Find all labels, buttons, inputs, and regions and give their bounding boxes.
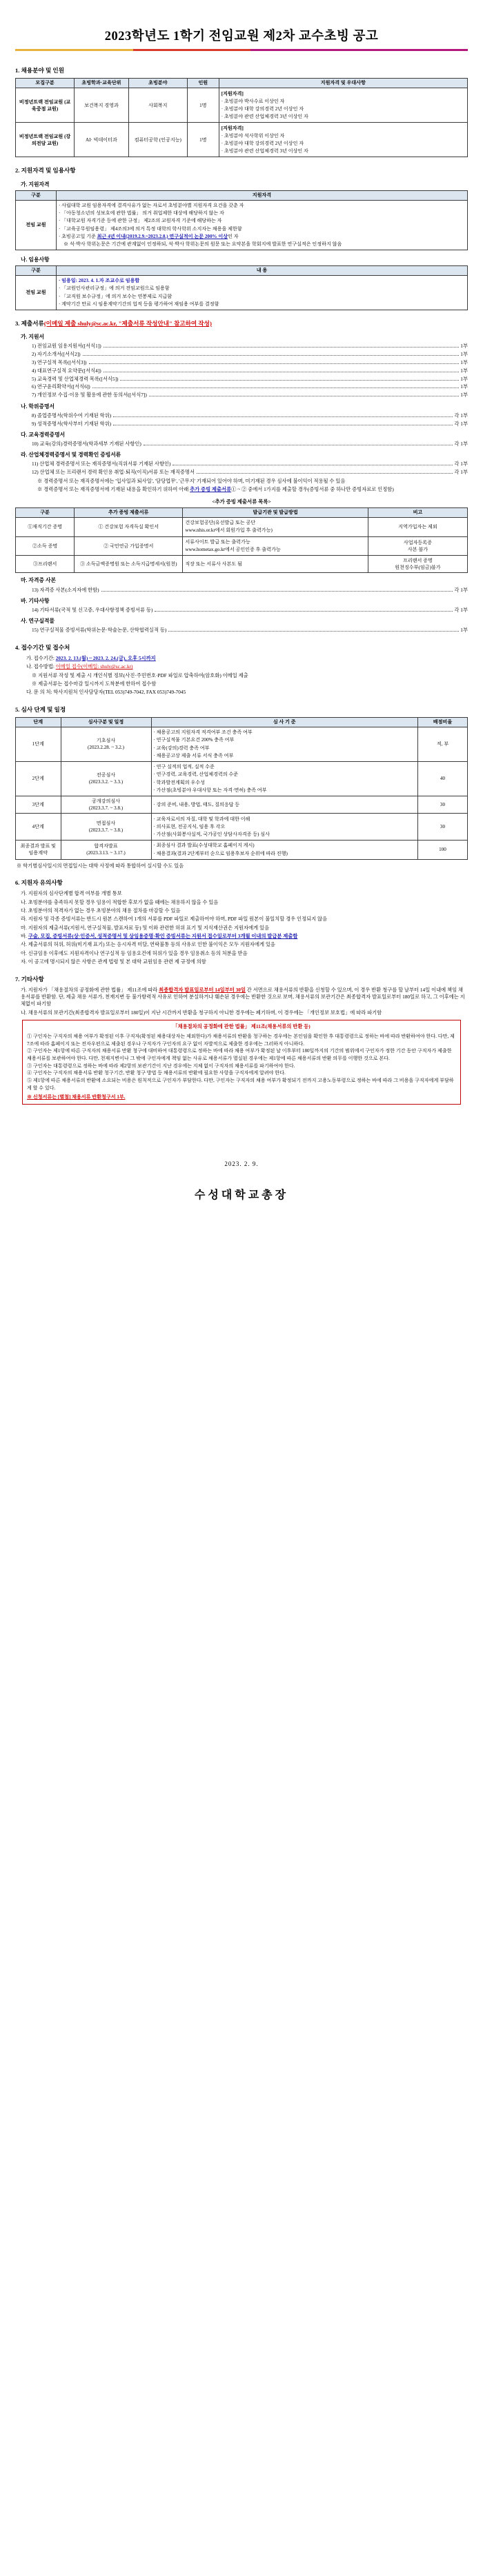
criteria-item: · 연구실적물 기본요건 200% 충족 여부 xyxy=(154,736,415,744)
category-line1: ②소득 증명 xyxy=(32,543,58,549)
table-header-row xyxy=(16,190,468,200)
list-item xyxy=(32,392,468,399)
doc-qty: 1부 xyxy=(460,343,468,350)
section-1-heading: 1. 채용분야 및 인원 xyxy=(15,67,65,74)
criteria-item: · 채용결과(결과 2단계부터 순으로 임용후보자 순위에 따라 진행) xyxy=(154,850,415,858)
col-stage: 단계 xyxy=(16,717,61,727)
leader-dots xyxy=(155,609,453,612)
eligibility-item: · 사립대학 교원 임용자격에 결격사유가 없는 자로서 초빙분야별 지원자격 요건을 갖춘 자 xyxy=(59,202,465,210)
criteria-item: · 연구 실적의 업적, 실적 수준 xyxy=(154,763,415,771)
quals-title: [지원자격] xyxy=(221,125,244,131)
appointment-item: · 「교직원 보수규정」에 의거 보수는 연봉제로 지급함 xyxy=(59,293,465,301)
cell-stage: 1단계 xyxy=(16,727,61,761)
issuer-line1: 건강보험공단(유선발급 또는 공단 xyxy=(185,520,256,526)
issue-date: 2023. 2. 9. xyxy=(224,1160,259,1167)
eligibility-item: · 「대학교원 자격기준 등에 관한 규정」 제2조의 교원자격 기준에 해당하는 자 xyxy=(59,217,465,225)
doc-label: 11) 산업체 경력증명서 또는 재직증명서(직위서류 기재된 사항인) xyxy=(32,461,171,467)
doc-qty: 각 1부 xyxy=(454,469,468,476)
cell-track: 비정년트랙 전임교원 (강의전담 교원) xyxy=(16,123,75,157)
law-clause: ③ 구인자는 대통령령으로 정하는 바에 따라 제2항의 보관기간이 지난 경우에는 지체 없이 구직자의 채용서류를 파기하여야 한다. xyxy=(27,1063,295,1069)
list-item xyxy=(32,469,468,476)
cell-note xyxy=(368,536,467,556)
document-page xyxy=(0,0,483,1217)
col-field: 초빙분야 xyxy=(128,79,187,88)
table-row xyxy=(16,88,468,123)
cell-count: 1명 xyxy=(187,123,219,157)
criteria-item: · 의사표현, 전공지식, 임용 후 각오 xyxy=(154,823,415,831)
doc-qty: 각 1부 xyxy=(454,412,468,419)
table-header-row xyxy=(16,717,468,727)
cell-category: 전임 교원 xyxy=(16,275,57,310)
criteria-item: · 가산점(사회봉사실적, 국가공인 상담사자격증 등) 심사 xyxy=(154,831,415,838)
leader-dots xyxy=(113,414,453,417)
col-count: 인원 xyxy=(187,79,219,88)
table-row xyxy=(16,840,468,859)
table-row xyxy=(16,200,468,250)
application-docs-list xyxy=(15,343,468,399)
eligibility-item: · 「교육공무원임용령」 제4조의3에 의거 특정 대학의 학사학위 소지자는 채용을 제한함 xyxy=(59,225,465,233)
cell-criteria xyxy=(151,796,417,813)
certificate-docs-list xyxy=(15,587,468,594)
leader-dots xyxy=(101,589,453,592)
cell-category xyxy=(16,517,75,536)
issuer-line2: www.nhis.or.kr에서 회원가입 후 출력가능) xyxy=(185,527,273,534)
doc-label: 3) 연구실적 목록([서식3]) xyxy=(32,359,87,365)
stage-period: (2023.3.2. ~ 3.3.) xyxy=(88,779,124,785)
cell-score: 적, 부 xyxy=(417,727,467,761)
doc-label: 2) 자기소개서([서식2]) xyxy=(32,351,81,358)
submission-method-line xyxy=(26,663,468,670)
qual-item: · 초빙분야 대학 강의경력 2년 이상인 자 xyxy=(221,140,465,148)
section-2-heading: 2. 지원자격 및 임용사항 xyxy=(15,167,76,174)
cell-score: 30 xyxy=(417,814,467,841)
doc-label: 6) 연구윤리확약서([서식6]) xyxy=(32,383,90,390)
criteria-item: · 최종심사 결과 발표(수성대학교 홈페이지 게시) xyxy=(154,842,415,849)
table-row xyxy=(16,814,468,841)
research-suffix: 인 자 xyxy=(228,233,239,239)
cell-appointment-list xyxy=(56,275,467,310)
table-row xyxy=(16,796,468,813)
cell-criteria xyxy=(151,761,417,796)
criteria-item: · 채용공고상 제출 서류 서식 충족 여부 xyxy=(154,752,415,760)
notice-item: 가. 지원자의 심사단계별 합격 여부를 개별 통보 xyxy=(21,890,122,897)
doc-qty: 1부 xyxy=(460,359,468,365)
qual-item: · 초빙분야 관련 산업체경력 3년 이상인 자 xyxy=(221,148,465,155)
industry-note-link-line xyxy=(37,486,468,493)
cell-note: 지역가입자는 제외 xyxy=(368,517,467,536)
criteria-item: · 강의 준비, 내용, 방법, 태도, 질의응답 등 xyxy=(154,801,415,809)
cell-stage: 2단계 xyxy=(16,761,61,796)
col-content: 내 용 xyxy=(56,265,467,275)
law-clause: ④ 구인자는 구직자의 채용서류 반환 청구기간, 반환 청구 방법 등 채용서류의 반환에 필요한 사항을 구직자에게 알려야 한다. xyxy=(27,1070,286,1076)
misc-a-prefix: 가. 지원자가 xyxy=(21,986,49,993)
industry-note: ※ 경력증명서 또는 재직증명서에는 '입사일과 퇴사일', '담당업무', '근무지' 기재되어 있어야 하며, 미기재된 경우 심사에 불이익이 적용될 수 있음 xyxy=(37,478,468,485)
schedule-footnote: ※ 학기별심사일시의 면접일시는 대학 사정에 따라 통합하여 실시할 수도 있음 xyxy=(17,862,184,869)
table-row xyxy=(16,517,468,536)
cell-stage: 3단계 xyxy=(16,796,61,813)
law-notice-footer: ※ 신청서류는 [별첨] 채용서류 반환청구서 1부. xyxy=(27,1094,126,1100)
notice-item: 라. 지원자 및 각종 증빙서류는 반드시 원본 스캔하여 1개의 서류를 PDF 파일로 제출하여야 하며, PDF 파일 원본이 불일치할 경우 인정되지 않음 xyxy=(21,916,328,923)
issuer-line1: 서류사이트 발급 또는 출력가능 xyxy=(185,539,250,545)
leader-dots xyxy=(103,370,460,372)
leader-dots xyxy=(113,423,453,425)
notice-item-emphasis: 구술, 모집, 증빙서류(상·인증서, 성적증명서 및 상임용증명·확인 증빙서류는 지원서 접수일로부터 3개월 이내의 발급분 제출함 xyxy=(28,933,298,940)
cell-dept: 보건복지 경영과 xyxy=(75,88,129,123)
doc-label: 10) 교육(강의)경력증명서(학과세부 기재된 사항인) xyxy=(32,441,141,447)
section-5-heading: 5. 심사 단계 및 일정 xyxy=(15,705,66,713)
table-header-row xyxy=(16,79,468,88)
appointment-item: · 계약기간 만료 시 임용계약기간의 업적 등을 평가하여 재임용 여부를 결정함 xyxy=(59,301,465,308)
footer-spacer xyxy=(15,1109,468,1132)
cell-stage-name xyxy=(61,727,151,761)
title-divider xyxy=(15,49,468,51)
section-3d-heading: 라. 산업체경력증명서 및 경력확인 증빙서류 xyxy=(21,452,121,459)
doc-label: 13) 자격증 사본(소지자에 한함) xyxy=(32,586,99,593)
doc-label: 8) 졸업증명서(학위수여 기재된 학위) xyxy=(32,412,112,419)
col-issuer: 발급기관 및 발급방법 xyxy=(183,507,368,517)
leader-dots xyxy=(89,361,460,364)
law-clause: ⑤ 제1항에 따른 채용서류의 반환에 소요되는 비용은 원칙적으로 구인자가 부담한다. 다만, 구인자는 구직자의 채용 여부가 확정되기 전까지 고용노동부령으로 정하는 바에 따라 그 비용을 구직자에게 부담하게 할 수 있다. xyxy=(27,1077,454,1091)
cell-stage-name xyxy=(61,814,151,841)
leader-dots xyxy=(144,443,453,445)
submission-method-label: 나. 접수방법: xyxy=(26,663,56,670)
doc-label: 4) 대표연구실적 요약문([서식4]) xyxy=(32,367,101,374)
criteria-item: · 학과발전계획의 우수성 xyxy=(154,779,415,787)
table-header-row xyxy=(16,507,468,517)
research-prefix: 초빙공고일 기준 xyxy=(61,233,97,239)
category-line1: ③프리랜서 xyxy=(32,561,57,567)
cell-field: 컴퓨터공학 (인공지능) xyxy=(128,123,187,157)
appointment-date-item: · 임용일: 2023. 4. 1.자 조교수로 임용함 xyxy=(59,277,465,285)
cell-stage: 4단계 xyxy=(16,814,61,841)
cell-criteria xyxy=(151,840,417,859)
eligibility-research-item xyxy=(59,233,465,241)
cell-criteria xyxy=(151,727,417,761)
issuer-line2: www.hometax.go.kr에서 공인인증 후 출력가능 xyxy=(185,547,281,553)
submission-note: ※ 지원서류 작성 및 제출 시 개인식별 정보(사진·주민번호·PDF 파일로 압축하여(암호화) 이메일 제출 xyxy=(32,672,468,679)
misc-item-b: 나. 채용서류의 보관기간(최종합격자 발표일로부터 180일)이 지난 시간까지 반환을 청구하지 아니한 경우에는 폐기하며, 이 경우에는 「개인정보 보호법」에 따라 파기함 xyxy=(21,1009,382,1016)
cell-score: 30 xyxy=(417,796,467,813)
leader-dots xyxy=(92,386,460,389)
section-7-heading: 7. 기타사항 xyxy=(15,975,44,983)
notice-item-prefix: 바. xyxy=(21,933,28,940)
stage-period: (2023.3.13. ~ 3.17.) xyxy=(86,850,126,856)
note-line1: 프리랜서 증명 xyxy=(402,558,433,564)
law-notice-title: 「채용절차의 공정화에 관한 법률」 제11조(채용서류의 반환 등) xyxy=(172,1023,310,1030)
doc-qty: 1부 xyxy=(460,351,468,358)
research-docs-list xyxy=(15,627,468,634)
cell-document: ① 건강보험 자격득실 확인서 xyxy=(75,517,183,536)
cell-note xyxy=(368,556,467,573)
section-3c-heading: 다. 교육경력증명서 xyxy=(21,431,66,438)
cell-quals xyxy=(219,88,467,123)
notice-item: 아. 신규임용 이후에도 지원자격이나 연구실적 등 임용요건에 허위가 있을 경우 임용취소 등의 처분을 받음 xyxy=(21,949,248,956)
teaching-docs-list xyxy=(15,441,468,447)
stage-name: 합격자발표 xyxy=(94,843,118,849)
section-3e-heading: 마. 자격증 사본 xyxy=(21,577,57,584)
cell-track: 비정년트랙 전임교원 (교육중점 교원) xyxy=(16,88,75,123)
section-2b-heading: 나. 임용사항 xyxy=(21,256,50,263)
section-2a-heading: 가. 지원자격 xyxy=(21,181,50,188)
doc-qty: 각 1부 xyxy=(454,586,468,593)
extra-evidence-link: 추가 증빙 제출서류 xyxy=(190,486,232,493)
stage-name: 공개강의심사 xyxy=(91,798,121,804)
notice-item: 사. 제출서류의 허위, 허위(미기재 표기) 또는 응시자격 미달, 연락불통 등의 사유로 인한 불이익은 모두 지원자에게 있음 xyxy=(21,941,275,948)
notice-item: 나. 초빙분야를 충족하지 못할 경우 임용이 적합한 후보가 없을 때에는 채용하지 않을 수 있음 xyxy=(21,898,219,905)
research-requirement-link: 최근 4년 이내(2019.2.9.~2023.2.8.) 연구실적이 논문 200% 이상 xyxy=(97,233,228,239)
table-row xyxy=(16,761,468,796)
leader-dots xyxy=(197,472,453,474)
list-item xyxy=(32,587,468,594)
industry-note-prefix: ※ 경력증명서 또는 재직증명서에 기재된 내용을 확인하기 위하여 아래 xyxy=(37,486,190,492)
cell-criteria xyxy=(151,814,417,841)
doc-qty: 각 1부 xyxy=(454,441,468,447)
cell-category: 전임 교원 xyxy=(16,200,57,250)
doc-qty: 1부 xyxy=(460,392,468,399)
submission-period-line xyxy=(26,655,468,662)
submission-period-label: 가. 접수기간: xyxy=(26,654,56,661)
cell-dept: AI· 빅데이터과 xyxy=(75,123,129,157)
list-item xyxy=(32,368,468,374)
section-3-heading xyxy=(15,319,468,328)
col-track: 모집구분 xyxy=(16,79,75,88)
leader-dots xyxy=(168,630,459,632)
table-row xyxy=(16,123,468,157)
cell-stage-name xyxy=(61,796,151,813)
law-notice-box xyxy=(22,1020,461,1105)
cell-stage: 최종결과 발표 및 임용계약 xyxy=(16,840,61,859)
doc-label: 7) 개인정보 수집·이용 및 활용에 관한 동의서([서식7]) xyxy=(32,392,147,399)
stage-name: 기초심사 xyxy=(96,738,116,744)
misc-item-a xyxy=(21,987,468,1008)
leader-dots xyxy=(83,353,460,356)
evidence-table-caption: <추가 증빙 제출서류 목록> xyxy=(212,499,271,505)
doc-label: 5) 교육경력 및 산업체경력 목록([서식5]) xyxy=(32,375,119,382)
list-item xyxy=(32,461,468,467)
cell-stage-name xyxy=(61,761,151,796)
list-item xyxy=(32,359,468,366)
note-line2: 원천징수부(임금)불가 xyxy=(395,565,441,571)
notice-item: 마. 지원자의 제출서류(지원서, 연구실적물, 발표자료 등) 및 이와 관련한 허위 표기 및 지식재산권은 지원자에게 있음 xyxy=(21,924,270,931)
industry-note-tail: ① ~ ② 중에서 1가지를 제출할 경우(증빙서류 중 하나만 증빙자료로 인정함) xyxy=(231,486,394,493)
criteria-item: · 가산점(초빙분야 우대사항 또는 자격·면허) 충족 여부 xyxy=(154,787,415,794)
section-3b-heading: 나. 학위증명서 xyxy=(21,403,55,410)
notice-item: 자. 이 공고에 명시되지 않은 사항은 관계 법령 및 본 대학 교원임용 관련 제 규정에 의함 xyxy=(21,958,206,965)
col-criteria: 심 사 기 준 xyxy=(151,717,417,727)
stage-period: (2023.3.7. ~ 3.8.) xyxy=(88,827,124,833)
evidence-table xyxy=(15,507,468,574)
appointment-table xyxy=(15,265,468,310)
table-header-row xyxy=(16,265,468,275)
cell-count: 1명 xyxy=(187,88,219,123)
cell-issuer xyxy=(183,517,368,536)
law-clause: ① 구인자는 구직자의 채용 여부가 확정된 이후 구직자(확정된 채용대상자는 제외한다)가 채용서류의 반환을 청구하는 경우에는 본인임을 확인한 후 대통령령으로 정하는 바에 따라 반환하여야 한다. 다만, 제7조에 따라 홈페이지 또는 전자우편으로 제출된 경우나 구직자가 구인자의 요구 없이 자발적으로 제출한 경우에는 그러하지 아니하다. xyxy=(27,1034,455,1047)
cell-field: 사회복지 xyxy=(128,88,187,123)
misc-a-rest: 간 서면으로 채용서류의 반환을 신청할 수 있으며, 이 경우 반환 청구를 할 날부터 14일 이내에 책임 채용서류를 반환함. 단, 제출 채용 서류가, 천재지변 등 불가항력적 사유로 인하여 분실하거나 훼손된 경우에는 반환한 것으로 보며, 채용서류의 보관기간은 최종합격자 발표일로부터 180일로 하고, 그 이후에는 지체없이 파기함 xyxy=(21,986,465,1007)
leader-dots xyxy=(103,345,460,348)
col-category: 구분 xyxy=(16,265,57,275)
doc-label: 1) 전임교원 임용지원서([서식1]) xyxy=(32,343,101,350)
eligibility-item: · 「아동청소년의 성보호에 관한 법률」 의거 취업제한 대상에 해당하지 않는 자 xyxy=(59,210,465,217)
category-line1: ①재직기간 증명 xyxy=(28,524,63,530)
notice-item-highlighted xyxy=(21,933,468,940)
eligibility-table xyxy=(15,190,468,250)
list-item xyxy=(32,627,468,634)
list-item xyxy=(32,441,468,447)
col-dept: 초빙학과·교육단위 xyxy=(75,79,129,88)
section-3-title: 3. 제출서류 xyxy=(15,319,44,327)
criteria-item: · 채용공고의 지원자격 적격여부 조건 충족 여부 xyxy=(154,729,415,736)
stage-period: (2023.3.7. ~ 3.8.) xyxy=(88,805,124,811)
doc-qty: 1부 xyxy=(460,627,468,634)
col-eligibility: 지원자격 xyxy=(56,190,467,200)
cell-category xyxy=(16,536,75,556)
notice-item: 다. 초빙분야의 적격자가 없는 경우 초빙분야의 채용 절차를 마감할 수 있음 xyxy=(21,907,181,914)
col-category: 구분 xyxy=(16,507,75,517)
table-row xyxy=(16,727,468,761)
doc-label: 9) 성적증명서(학사부터 기재된 학위) xyxy=(32,420,112,427)
list-item xyxy=(32,383,468,390)
list-item xyxy=(32,412,468,419)
leader-dots xyxy=(172,463,453,466)
qual-item: · 초빙분야 석사학위 이상인 자 xyxy=(221,132,465,140)
leader-dots xyxy=(149,394,460,397)
cell-document: ② 국민연금 가입증명서 xyxy=(75,536,183,556)
cell-score: 100 xyxy=(417,840,467,859)
leader-dots xyxy=(120,378,459,381)
submission-method-value: 이메일 접수(이메일: shuly@sc.ac.kr) xyxy=(55,663,133,670)
note-line2: 사본 불가 xyxy=(407,546,428,552)
col-category: 구분 xyxy=(16,190,57,200)
list-item xyxy=(32,343,468,350)
submission-note: ※ 제출서류는 접수마감 일시까지 도착분에 한하여 접수함 xyxy=(32,681,468,687)
contact-line: 다. 문 의 처: 학사지원처 인사담당자(TEL 053)749-7042, FAX 053)749-7045 xyxy=(26,689,186,696)
criteria-item: · 교육(강의)경력 충족 여부 xyxy=(154,745,415,752)
col-note: 비고 xyxy=(368,507,467,517)
qual-item: · 초빙분야 대학 강의경력 2년 이상인 자 xyxy=(221,105,465,113)
list-item xyxy=(32,376,468,383)
note-line1: 사업자등록증 xyxy=(403,539,432,545)
submission-period-value: 2023. 2. 13.(월) ~ 2023. 2. 24.(금), 오후 5시까지 xyxy=(55,654,156,661)
col-quals: 지원자격 및 우대사항 xyxy=(219,79,467,88)
doc-qty: 각 1부 xyxy=(454,461,468,467)
appointment-item: · 「교원인사관리규정」에 의거 전임교원으로 임용함 xyxy=(59,285,465,292)
stage-period: (2023.2.28. ~ 3.2.) xyxy=(88,745,124,751)
qual-item: · 초빙분야 관련 산업체경력 3년 이상인 자 xyxy=(221,113,465,121)
cell-issuer: 직장 또는 서류사 사본도 됨 xyxy=(183,556,368,573)
doc-qty: 1부 xyxy=(460,367,468,374)
section-6-heading: 6. 지원자 유의사항 xyxy=(15,879,63,887)
other-docs-list xyxy=(15,607,468,614)
cell-eligibility-list xyxy=(56,200,467,250)
criteria-item: · 연구경력, 교육경력, 산업체경력의 수준 xyxy=(154,771,415,778)
eligibility-note: ※ 석·박사 학위논문은 기간에 관계없이 인정하되, 석·박사 학위논문의 원문 또는 요약본을 학회지에 발표한 연구실적은 인정하지 않음 xyxy=(59,241,465,248)
section-3g-heading: 사. 연구실적물 xyxy=(21,618,55,625)
issuer-signature: 수성대학교총장 xyxy=(194,1189,289,1201)
degree-docs-list xyxy=(15,412,468,427)
cell-category xyxy=(16,556,75,573)
doc-qty: 각 1부 xyxy=(454,420,468,427)
cell-issuer xyxy=(183,536,368,556)
list-item xyxy=(32,351,468,358)
section-3a-heading: 가. 지원서 xyxy=(21,334,45,341)
table-row xyxy=(16,275,468,310)
stage-name: 면접심사 xyxy=(96,820,116,826)
page-title: 2023학년도 1학기 전임교원 제2차 교수초빙 공고 xyxy=(104,30,379,43)
list-item xyxy=(32,421,468,427)
doc-label: 15) 연구실적물 증빙서류(학위논문·학술논문, 산학협력실적 등) xyxy=(32,627,167,634)
quals-title: [지원자격] xyxy=(221,90,244,97)
law-clause: ② 구인자는 제1항에 따른 구직자의 채용서류 반환 청구에 대비하여 대통령령으로 정하는 바에 따라 채용 여부가 확정된 날 이후부터 180일까지의 기간의 범위에서 구인자가 정한 기간 동안 구직자가 제출한 채용서류를 보관하여야 한다. 다만, 천재지변이나 그 밖에 구인자에게 책임 없는 사유로 채용서류가 멸실된 경우에는 제1항에 따른 채용서류의 반환 의무를 이행한 것으로 본다. xyxy=(27,1048,452,1062)
doc-label: 12) 산업체 또는 프리랜서 경력 확인용 취업·퇴직(이직)서류 또는 재직증명서 xyxy=(32,469,195,476)
table-row xyxy=(16,536,468,556)
col-score: 배점비율 xyxy=(417,717,467,727)
doc-qty: 1부 xyxy=(460,375,468,382)
section-3f-heading: 바. 기타사항 xyxy=(21,597,50,604)
col-stage-name: 심사구분 및 일정 xyxy=(61,717,151,727)
col-document: 추가 증빙 제출서류 xyxy=(75,507,183,517)
cell-score: 40 xyxy=(417,761,467,796)
evaluation-schedule-table xyxy=(15,717,468,860)
misc-a-law: 「채용절차의 공정화에 관한 법률」 제11조에 따라 xyxy=(48,986,159,993)
criteria-item: · 교육자로서의 자질, 대학 및 학과에 대한 이해 xyxy=(154,816,415,823)
misc-a-period: 최종합격자 발표일로부터 14일부터 30일 xyxy=(159,986,246,993)
doc-qty: 1부 xyxy=(460,383,468,390)
section-4-heading: 4. 접수기간 및 접수처 xyxy=(15,643,70,651)
table-row xyxy=(16,556,468,573)
stage-name: 전공심사 xyxy=(96,772,116,778)
list-item xyxy=(32,607,468,614)
doc-qty: 각 1부 xyxy=(454,606,468,613)
cell-quals xyxy=(219,123,467,157)
cell-document: ③ 소득금액증명원 또는 소득지급명세서(원천) xyxy=(75,556,183,573)
qual-item: · 초빙분야 박사수료 이상인 자 xyxy=(221,98,465,105)
section-3-email-note: (이메일 제출 shuly@sc.ac.kr, "제출서류 작성안내" 참고하여 작성) xyxy=(43,319,212,327)
doc-label: 14) 기타서류(국적 및 신고증, 우대사항정책 증빙서류 등) xyxy=(32,606,153,613)
recruitment-table xyxy=(15,78,468,157)
industry-docs-list xyxy=(15,461,468,493)
cell-stage-name xyxy=(61,840,151,859)
